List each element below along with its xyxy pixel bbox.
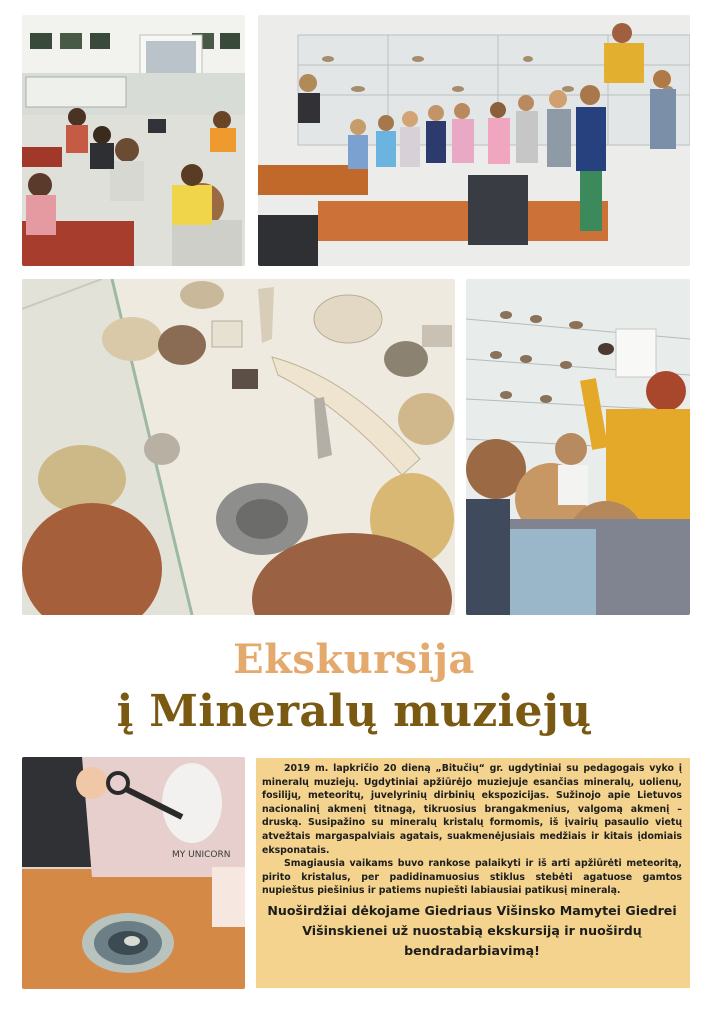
article-paragraph-2: Smagiausia vaikams buvo rankose palaikyti ir iš arti apžiūrėti meteoritą, pirito kristalus, per padidinamuosius stiklus stebėti agatuose gamtos nupieštus piešinius ir patiems nupiešti labiausiai patikusį mineralą. (262, 858, 682, 897)
article-text-box (256, 758, 690, 988)
shirt-print-text: MY UNICORN (172, 850, 231, 860)
title-line-2: į Mineralų muziejų (116, 686, 592, 737)
thanks-message: Nuoširdžiai dėkojame Giedriaus Višinsko Mamytei Giedrei Višinskienei už nuostabią ekskursiją ir nuoširdų bendradarbiavimą! (267, 902, 677, 958)
photo-agate-with-magnifier (22, 757, 245, 989)
article-paragraph-1: 2019 m. lapkričio 20 dieną „Bitučių“ gr. ugdytiniai su pedagogais vyko į mineralų muziejų. Ugdytiniai apžiūrėjo muziejuje esančias mineralų, uolienų, fosilijų, meteoritų, juvelyrinių dirbinių ekspozicijas. Sužinojo apie Lietuvos nacionalinį akmenį titnagą, tikruosius brangakmenius, valgomą akmenį – druską. Susipažino su mineralų kristalų formomis, iš įvairių pasaulio vietų atvežtais margaspalviais agatais, suakmenėjusiais medžiais ir kitais įdomiais eksponatais. (262, 763, 682, 856)
photo-fossil-display (22, 279, 455, 615)
photo-museum-classroom (22, 15, 245, 266)
title-line-1: Ekskursija (233, 636, 475, 683)
photo-children-at-display-cases (258, 15, 690, 266)
photo-guide-showing-mineral (466, 279, 690, 615)
